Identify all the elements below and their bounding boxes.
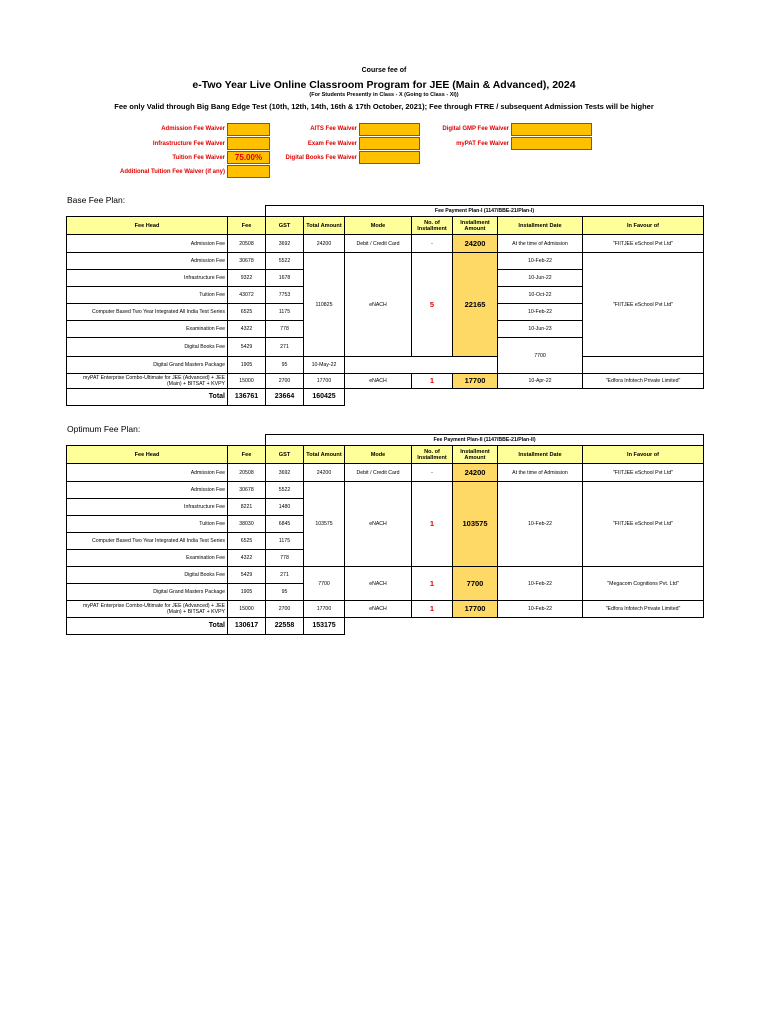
- col-fee-head: Fee Head: [67, 217, 228, 235]
- gst-cell: 95: [266, 357, 304, 374]
- additional-tuition-fee-waiver-label: Additional Tuition Fee Waiver (if any): [119, 169, 225, 175]
- in-favour-of-cell: "Edfora Infotech Private Limited": [583, 374, 704, 389]
- fee-head-cell: Admission Fee: [67, 235, 228, 253]
- tuition-fee-waiver-label: Tuition Fee Waiver: [172, 155, 225, 161]
- base-fee-plan-title: Base Fee Plan:: [67, 195, 126, 205]
- fee-head-cell: Admission Fee: [67, 482, 228, 499]
- table-row: [67, 567, 704, 584]
- installment-date-cell: 10-Feb-22: [498, 482, 583, 567]
- fee-cell: 20508: [228, 464, 266, 482]
- fee-head-cell: myPAT Enterprise Combo-Ultimate for JEE (Advanced) + JEE (Main) + BITSAT + KVPY: [67, 601, 228, 618]
- mode-cell: eNACH: [345, 482, 412, 567]
- installment-amount-cell: 17700: [453, 601, 498, 618]
- additional-tuition-fee-waiver-field[interactable]: [227, 165, 270, 178]
- col-fee-head: Fee Head: [67, 446, 228, 464]
- col-installment-date: Installment Date: [498, 446, 583, 464]
- installment-count-cell: -: [412, 464, 453, 482]
- installment-amount-cell: 103575: [453, 482, 498, 567]
- fee-cell: 38030: [228, 516, 266, 533]
- gst-cell: 778: [266, 550, 304, 567]
- infrastructure-fee-waiver-label: Infrastructure Fee Waiver: [152, 141, 225, 147]
- fee-head-cell: Digital Grand Masters Package: [67, 357, 228, 374]
- fee-head-cell: Infrastructure Fee: [67, 499, 228, 516]
- total-amount-cell: 7700: [304, 567, 345, 601]
- col-mode: Mode: [345, 217, 412, 235]
- installment-count-cell: 1: [412, 482, 453, 567]
- fee-cell: 9322: [228, 270, 266, 287]
- installment-amount-cell: 22165: [453, 253, 498, 357]
- fee-cell: 15000: [228, 601, 266, 618]
- digital-books-fee-waiver-field[interactable]: [359, 151, 420, 164]
- mypat-fee-waiver-field[interactable]: [511, 137, 592, 150]
- gst-cell: 95: [266, 584, 304, 601]
- fee-cell: 6525: [228, 533, 266, 550]
- total-label: Total: [67, 389, 228, 406]
- installment-count-cell: 1: [412, 374, 453, 389]
- col-gst: GST: [266, 446, 304, 464]
- admission-fee-waiver-label: Admission Fee Waiver: [161, 126, 225, 132]
- col-in-favour-of: In Favour of: [583, 446, 704, 464]
- base-fee-plan-table: [66, 205, 704, 406]
- total-fee: 136761: [228, 389, 266, 406]
- fee-head-cell: Digital Grand Masters Package: [67, 584, 228, 601]
- installment-date-cell: 10-Jun-22: [498, 270, 583, 287]
- fee-cell: 8221: [228, 499, 266, 516]
- table-row: [67, 464, 704, 482]
- total-amount: 153175: [304, 618, 345, 635]
- total-amount-cell: 24200: [304, 235, 345, 253]
- total-amount-cell: 7700: [498, 338, 583, 374]
- fee-head-cell: Computer Based Two Year Integrated All India Test Series: [67, 533, 228, 550]
- fee-head-cell: myPAT Enterprise Combo-Ultimate for JEE (Advanced) + JEE (Main) + BITSAT + KVPY: [67, 374, 228, 389]
- aits-fee-waiver-field[interactable]: [359, 123, 420, 136]
- installment-date-cell: At the time of Admission: [498, 464, 583, 482]
- fee-head-cell: Admission Fee: [67, 253, 228, 270]
- col-in-favour-of: In Favour of: [583, 217, 704, 235]
- col-total-amount: Total Amount: [304, 446, 345, 464]
- total-gst: 22558: [266, 618, 304, 635]
- installment-amount-cell: 17700: [453, 374, 498, 389]
- fee-cell: 20508: [228, 235, 266, 253]
- total-amount-cell: 17700: [304, 601, 345, 618]
- installment-date-cell: At the time of Admission: [498, 235, 583, 253]
- gst-cell: 1678: [266, 270, 304, 287]
- total-gst: 23664: [266, 389, 304, 406]
- gst-cell: 1480: [266, 499, 304, 516]
- in-favour-of-cell: "Megacom Cognitions Pvt. Ltd": [583, 567, 704, 601]
- total-amount-cell: 110825: [304, 253, 345, 357]
- table-row: [67, 601, 704, 618]
- total-amount: 160425: [304, 389, 345, 406]
- installment-date-cell: 10-Feb-22: [498, 304, 583, 321]
- total-amount-cell: 17700: [304, 374, 345, 389]
- fee-cell: 4322: [228, 321, 266, 338]
- fee-head-cell: Digital Books Fee: [67, 567, 228, 584]
- installment-date-cell: 10-Jun-23: [498, 321, 583, 338]
- infrastructure-fee-waiver-field[interactable]: [227, 137, 270, 150]
- col-installment-amount: Installment Amount: [453, 217, 498, 235]
- installment-date-cell: 10-Apr-22: [498, 374, 583, 389]
- mode-cell: eNACH: [345, 567, 412, 601]
- digital-books-fee-waiver-label: Digital Books Fee Waiver: [285, 155, 357, 161]
- fee-head-cell: Digital Books Fee: [67, 338, 228, 357]
- installment-count-cell: 1: [412, 567, 453, 601]
- total-fee: 130617: [228, 618, 266, 635]
- table-row: [67, 374, 704, 389]
- digital-gmp-fee-waiver-label: Digital GMP Fee Waiver: [442, 126, 509, 132]
- installment-date-cell: 10-Feb-22: [498, 601, 583, 618]
- gst-cell: 1175: [266, 533, 304, 550]
- admission-fee-waiver-field[interactable]: [227, 123, 270, 136]
- program-title: e-Two Year Live Online Classroom Program for JEE (Main & Advanced), 2024: [192, 79, 576, 91]
- fee-cell: 5429: [228, 338, 266, 357]
- fee-head-cell: Tuition Fee: [67, 516, 228, 533]
- total-label: Total: [67, 618, 228, 635]
- total-row: [67, 618, 704, 635]
- fee-head-cell: Examination Fee: [67, 321, 228, 338]
- gst-cell: 5522: [266, 482, 304, 499]
- optimum-fee-plan-title: Optimum Fee Plan:: [67, 424, 141, 434]
- fee-cell: 15000: [228, 374, 266, 389]
- installment-count-cell: 5: [412, 253, 453, 357]
- fee-cell: 6525: [228, 304, 266, 321]
- gst-cell: 778: [266, 321, 304, 338]
- gst-cell: 3692: [266, 464, 304, 482]
- installment-date-cell: 10-May-22: [304, 357, 345, 374]
- installment-date-cell: 10-Feb-22: [498, 253, 583, 270]
- total-amount-cell: 24200: [304, 464, 345, 482]
- fee-head-cell: Tuition Fee: [67, 287, 228, 304]
- gst-cell: 5522: [266, 253, 304, 270]
- col-mode: Mode: [345, 446, 412, 464]
- course-fee-of-label: Course fee of: [361, 67, 407, 74]
- installment-date-cell: 10-Oct-22: [498, 287, 583, 304]
- installment-amount-cell: 24200: [453, 235, 498, 253]
- gst-cell: 2700: [266, 374, 304, 389]
- installment-count-cell: 1: [412, 601, 453, 618]
- fee-cell: 43072: [228, 287, 266, 304]
- col-installment-date: Installment Date: [498, 217, 583, 235]
- gst-cell: 1175: [266, 304, 304, 321]
- gst-cell: 3692: [266, 235, 304, 253]
- fee-cell: 1905: [228, 584, 266, 601]
- mode-cell: Debit / Credit Card: [345, 235, 412, 253]
- students-note: (For Students Presently in Class - X (Going to Class - XI)): [309, 92, 459, 98]
- col-no-of-installment: No. of Installment: [412, 446, 453, 464]
- mypat-fee-waiver-label: myPAT Fee Waiver: [456, 141, 509, 147]
- gst-cell: 6845: [266, 516, 304, 533]
- tuition-fee-waiver-field[interactable]: 75.00%: [227, 151, 270, 164]
- digital-gmp-fee-waiver-field[interactable]: [511, 123, 592, 136]
- col-total-amount: Total Amount: [304, 217, 345, 235]
- installment-amount-cell: 24200: [453, 464, 498, 482]
- exam-fee-waiver-field[interactable]: [359, 137, 420, 150]
- gst-cell: 271: [266, 567, 304, 584]
- fee-cell: 30678: [228, 253, 266, 270]
- optimum-plan-caption: Fee Payment Plan-II (1147/BBE-21/Plan-II): [266, 435, 704, 446]
- base-plan-caption: Fee Payment Plan-I (1147/BBE-21/Plan-I): [266, 206, 704, 217]
- fee-head-cell: Examination Fee: [67, 550, 228, 567]
- col-fee: Fee: [228, 217, 266, 235]
- table-row: [67, 357, 704, 374]
- fee-cell: 1905: [228, 357, 266, 374]
- table-row: [67, 235, 704, 253]
- in-favour-of-cell: "FIITJEE eSchool Pvt Ltd": [583, 482, 704, 567]
- col-gst: GST: [266, 217, 304, 235]
- total-row: [67, 389, 704, 406]
- optimum-fee-plan-table: [66, 434, 704, 635]
- in-favour-of-cell: "FIITJEE eSchool Pvt Ltd": [583, 464, 704, 482]
- fee-head-cell: Computer Based Two Year Integrated All India Test Series: [67, 304, 228, 321]
- gst-cell: 7753: [266, 287, 304, 304]
- fee-head-cell: Infrastructure Fee: [67, 270, 228, 287]
- fee-cell: 5429: [228, 567, 266, 584]
- table-row: [67, 253, 704, 270]
- validity-note: Fee only Valid through Big Bang Edge Test (10th, 12th, 14th, 16th & 17th October, 2021); Fee through FTRE / subsequent Admission Tests will be higher: [114, 102, 654, 111]
- installment-count-cell: -: [412, 235, 453, 253]
- fee-cell: 30678: [228, 482, 266, 499]
- col-fee: Fee: [228, 446, 266, 464]
- fee-cell: 4322: [228, 550, 266, 567]
- col-installment-amount: Installment Amount: [453, 446, 498, 464]
- table-row: [67, 482, 704, 499]
- installment-amount-cell: 7700: [453, 567, 498, 601]
- mode-cell: Debit / Credit Card: [345, 464, 412, 482]
- fee-head-cell: Admission Fee: [67, 464, 228, 482]
- in-favour-of-cell: "FIITJEE eSchool Pvt Ltd": [583, 235, 704, 253]
- aits-fee-waiver-label: AITS Fee Waiver: [310, 126, 357, 132]
- in-favour-of-cell: "Edfora Infotech Private Limited": [583, 601, 704, 618]
- exam-fee-waiver-label: Exam Fee Waiver: [307, 141, 357, 147]
- gst-cell: 271: [266, 338, 304, 357]
- gst-cell: 2700: [266, 601, 304, 618]
- installment-date-cell: 10-Feb-22: [498, 567, 583, 601]
- mode-cell: eNACH: [345, 601, 412, 618]
- col-no-of-installment: No. of Installment: [412, 217, 453, 235]
- mode-cell: eNACH: [345, 253, 412, 357]
- in-favour-of-cell: "FIITJEE eSchool Pvt Ltd": [583, 253, 704, 357]
- mode-cell: eNACH: [345, 374, 412, 389]
- total-amount-cell: 103575: [304, 482, 345, 567]
